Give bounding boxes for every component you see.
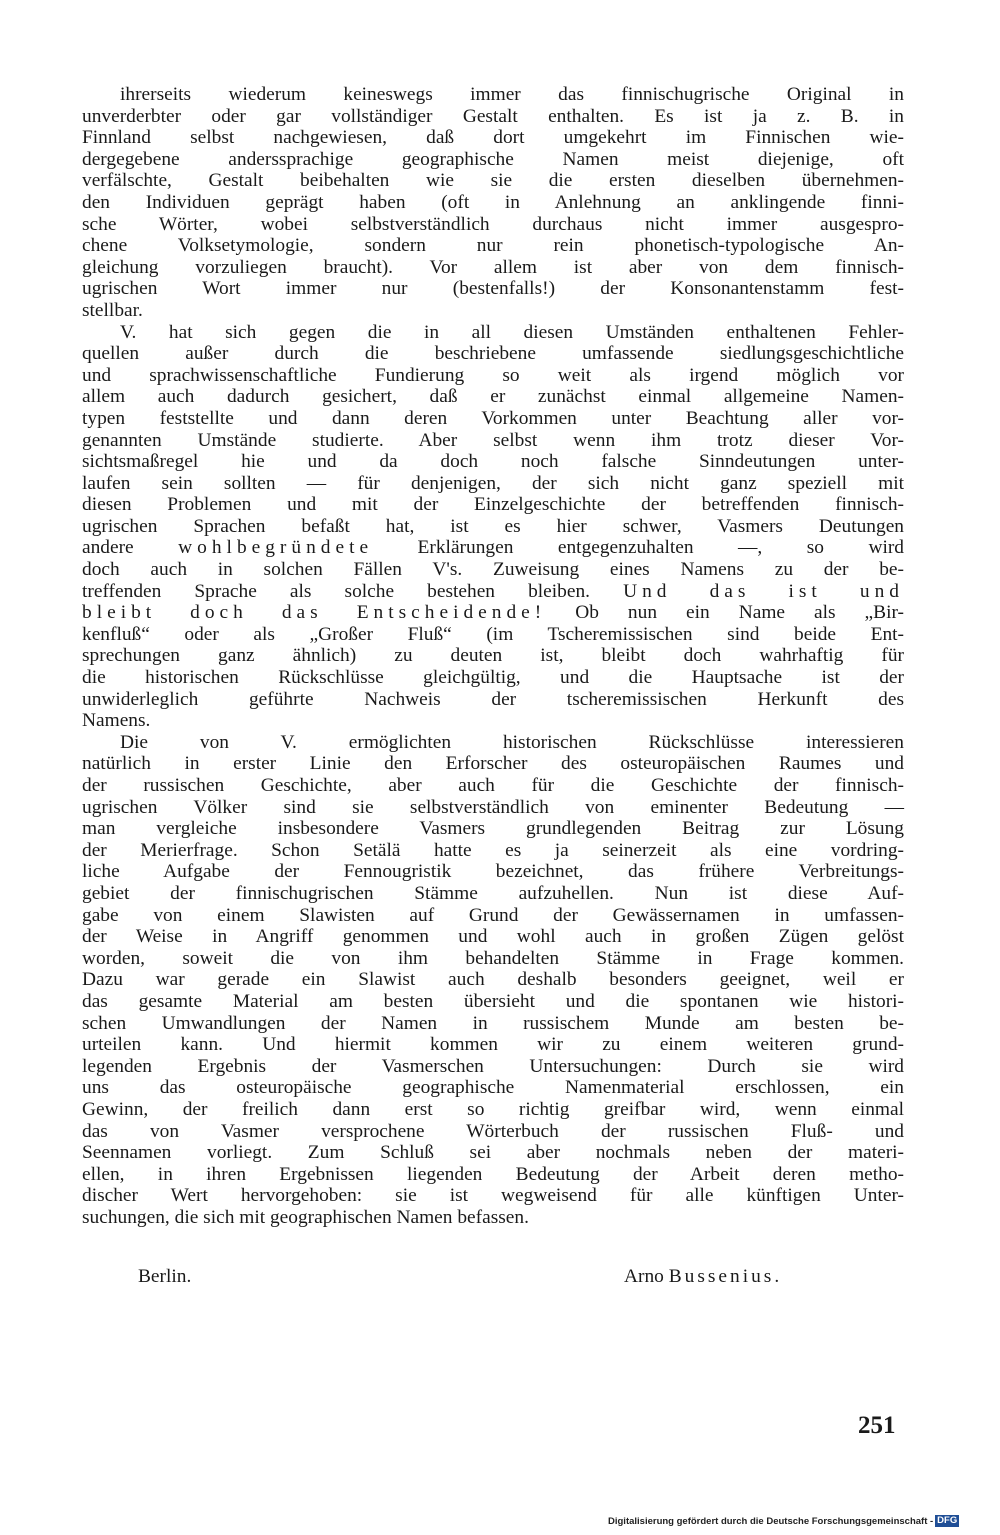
- digitization-footer: [608, 1515, 959, 1527]
- text-line: stellbar.: [82, 299, 143, 321]
- text-line: das gesamte Material am besten übersieht und die spontanen wie histori-: [82, 990, 904, 1012]
- text-line: sichtsmaßregel hie und da doch noch falsche Sinndeutungen unter-: [82, 451, 904, 473]
- text-line: doch auch in solchen Fällen V's. Zuweisung eines Namens zu der be-: [82, 559, 904, 581]
- text-line: suchungen, die sich mit geographischen Namen befassen.: [82, 1206, 529, 1228]
- text-line: diesen Problemen und mit der Einzelgeschichte der betreffenden finnisch-: [82, 494, 904, 516]
- text-line: Finnland selbst nachgewiesen, daß dort umgekehrt im Finnischen wie-: [82, 127, 904, 149]
- text-line: laufen sein sollten — für denjenigen, der sich nicht ganz speziell mit: [82, 472, 904, 494]
- text-line: ugrischen Sprachen befaßt hat, ist es hier schwer, Vasmers Deutungen: [82, 515, 904, 537]
- text-line: kenfluß“ oder als „Großer Fluß“ (im Tscheremissischen sind beide Ent-: [82, 623, 904, 645]
- text-line: treffenden Sprache als solche bestehen bleiben. Und das ist und: [82, 580, 904, 602]
- text-line: chene Volksetymologie, sondern nur rein phonetisch-typologische An-: [82, 235, 904, 257]
- text-line: bleibt doch das Entscheidende! Ob nun ein Name als „Bir-: [82, 602, 904, 624]
- author-surname: Bussenius.: [668, 1266, 783, 1287]
- text-line: und sprachwissenschaftliche Fundierung so weit als irgend möglich vor: [82, 364, 904, 386]
- text-line: quellen außer durch die beschriebene umfassende siedlungsgeschichtliche: [82, 343, 904, 365]
- text-line: die historischen Rückschlüsse gleichgültig, und die Hauptsache ist der: [82, 667, 904, 689]
- text-line: genannten Umstände studierte. Aber selbst wenn ihm trotz dieser Vor-: [82, 429, 904, 451]
- text-line: ugrischen Völker sind sie selbstverständlich von eminenter Bedeutung —: [82, 796, 904, 818]
- text-line: unwiderleglich geführte Nachweis der tscheremissischen Herkunft des: [82, 688, 904, 710]
- text-line: worden, soweit die von ihm behandelten Stämme in Frage kommen.: [82, 947, 904, 969]
- text-line: der russischen Geschichte, aber auch für die Geschichte der finnisch-: [82, 775, 904, 796]
- text-line: Gewinn, der freilich dann erst so richtig greifbar wird, wenn einmal: [82, 1098, 904, 1120]
- dfg-logo: DFG: [937, 1515, 958, 1526]
- text-line: Die von V. ermöglichten historischen Rückschlüsse interessieren: [120, 731, 904, 753]
- text-line: das von Vasmer versprochene Wörterbuch der russischen Fluß- und: [82, 1120, 904, 1142]
- text-line: den Individuen geprägt haben (oft in Anlehnung an anklingende finni-: [82, 191, 904, 213]
- page-number: 251: [858, 1412, 896, 1439]
- text-line: gleichung vorzuliegen braucht). Vor allem ist aber von dem finnisch-: [82, 256, 904, 278]
- text-line: andere wohlbegründete Erklärungen entgegenzuhalten —, so wird: [82, 537, 905, 559]
- text-line: verfälschte, Gestalt beibehalten wie sie die ersten dieselben übernehmen-: [82, 170, 904, 192]
- text-line: Dazu war gerade ein Slawist auch deshalb besonders geeignet, weil er: [82, 969, 904, 991]
- emphasized-text: wohlbegründete: [178, 537, 374, 559]
- signature-author: Arno Bussenius.: [624, 1266, 783, 1287]
- text-line: gabe von einem Slawisten auf Grund der Gewässernamen in umfassen-: [82, 904, 904, 926]
- text-line: allem auch dadurch gesichert, daß er zunächst einmal allgemeine Namen-: [82, 386, 904, 408]
- text-line: gebiet der finnischugrischen Stämme aufzuhellen. Nun ist diese Auf-: [82, 882, 904, 904]
- text-line: V. hat sich gegen die in all diesen Umständen enthaltenen Fehler-: [120, 321, 904, 343]
- text-line: liche Aufgabe der Fennougristik bezeichnet, das frühere Verbreitungs-: [82, 861, 904, 883]
- footer-text: Digitalisierung gefördert durch die Deutsche Forschungsgemeinschaft -: [608, 1515, 934, 1527]
- text-line: dergegebene anderssprachige geographische Namen meist diejenige, oft: [82, 148, 904, 170]
- text-line: der Weise in Angriff genommen und wohl auch in großen Zügen gelöst: [82, 926, 904, 948]
- text-line: sche Wörter, wobei selbstverständlich durchaus nicht immer ausgespro-: [82, 213, 904, 235]
- text-line: Namens.: [82, 710, 151, 732]
- emphasized-text: Und das ist und: [623, 580, 904, 602]
- text-line: man vergleiche insbesondere Vasmers grundlegenden Beitrag zur Lösung: [82, 818, 904, 840]
- text-line: schen Umwandlungen der Namen in russischem Munde am besten be-: [82, 1012, 904, 1034]
- text-line: typen feststellte und dann deren Vorkommen unter Beachtung aller vor-: [82, 407, 904, 429]
- text-line: sprechungen ganz ähnlich) zu deuten ist, bleibt doch wahrhaftig für: [82, 645, 904, 667]
- text-line: Seennamen vorliegt. Zum Schluß sei aber nochmals neben der materi-: [82, 1142, 904, 1164]
- text-line: natürlich in erster Linie den Erforscher des osteuropäischen Raumes und: [82, 753, 904, 775]
- emphasized-text: bleibt doch das Entscheidende!: [82, 602, 547, 624]
- text-line: legenden Ergebnis der Vasmerschen Untersuchungen: Durch sie wird: [82, 1055, 904, 1077]
- text-line: unverderbter oder gar vollständiger Gestalt enthalten. Es ist ja z. B. in: [82, 105, 904, 127]
- text-line: urteilen kann. Und hiermit kommen wir zu einem weiteren grund-: [82, 1034, 904, 1056]
- text-line: ellen, in ihren Ergebnissen liegenden Bedeutung der Arbeit deren metho-: [82, 1163, 904, 1185]
- text-line: ihrerseits wiederum keineswegs immer das finnischugrische Original in: [120, 84, 904, 105]
- text-line: discher Wert hervorgehoben: sie ist wegweisend für alle künftigen Unter-: [82, 1185, 904, 1207]
- text-line: ugrischen Wort immer nur (bestenfalls!) der Konsonantenstamm fest-: [82, 278, 904, 300]
- body-text: [82, 84, 904, 1228]
- text-line: uns das osteuropäische geographische Namenmaterial erschlossen, ein: [82, 1077, 904, 1099]
- signature-place: Berlin.: [138, 1266, 192, 1287]
- text-line: der Merierfrage. Schon Setälä hatte es ja seinerzeit als eine vordring-: [82, 839, 904, 861]
